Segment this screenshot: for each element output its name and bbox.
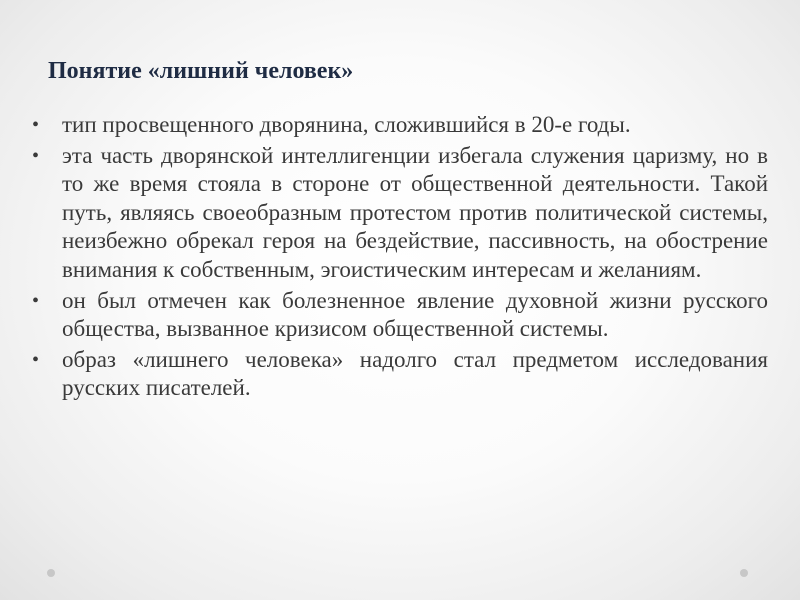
bullet-text: эта часть дворянской интеллигенции избегала служения царизму, но в то же время стояла в стороне от общественной деятельности. Такой путь, являясь своеобразным протестом против политической системы, неизбежно обрекал героя на бездействие, пассивность, на обострение внимания к собственным, эгоистическим интересам и желаниям. bbox=[62, 142, 768, 282]
bullet-icon: • bbox=[32, 289, 40, 312]
bullet-item bbox=[28, 111, 768, 140]
bullet-item bbox=[28, 346, 768, 403]
decorative-dot-icon bbox=[47, 569, 55, 577]
decorative-dot-icon bbox=[740, 569, 748, 577]
bullet-icon: • bbox=[32, 348, 40, 371]
bullet-text: он был отмечен как болезненное явление духовной жизни русского общества, вызванное кризисом общественной системы. bbox=[62, 287, 768, 342]
slide-title: Понятие «лишний человек» bbox=[48, 58, 354, 84]
bullet-icon: • bbox=[32, 144, 40, 167]
bullet-icon: • bbox=[32, 114, 40, 136]
bullet-item bbox=[28, 287, 768, 344]
bullet-item bbox=[28, 142, 768, 285]
bullet-text: тип просвещенного дворянина, сложившийся в 20-е годы. bbox=[62, 112, 631, 137]
bullet-list bbox=[28, 111, 768, 405]
bullet-text: образ «лишнего человека» надолго стал предметом исследования русских писателей. bbox=[62, 346, 768, 401]
